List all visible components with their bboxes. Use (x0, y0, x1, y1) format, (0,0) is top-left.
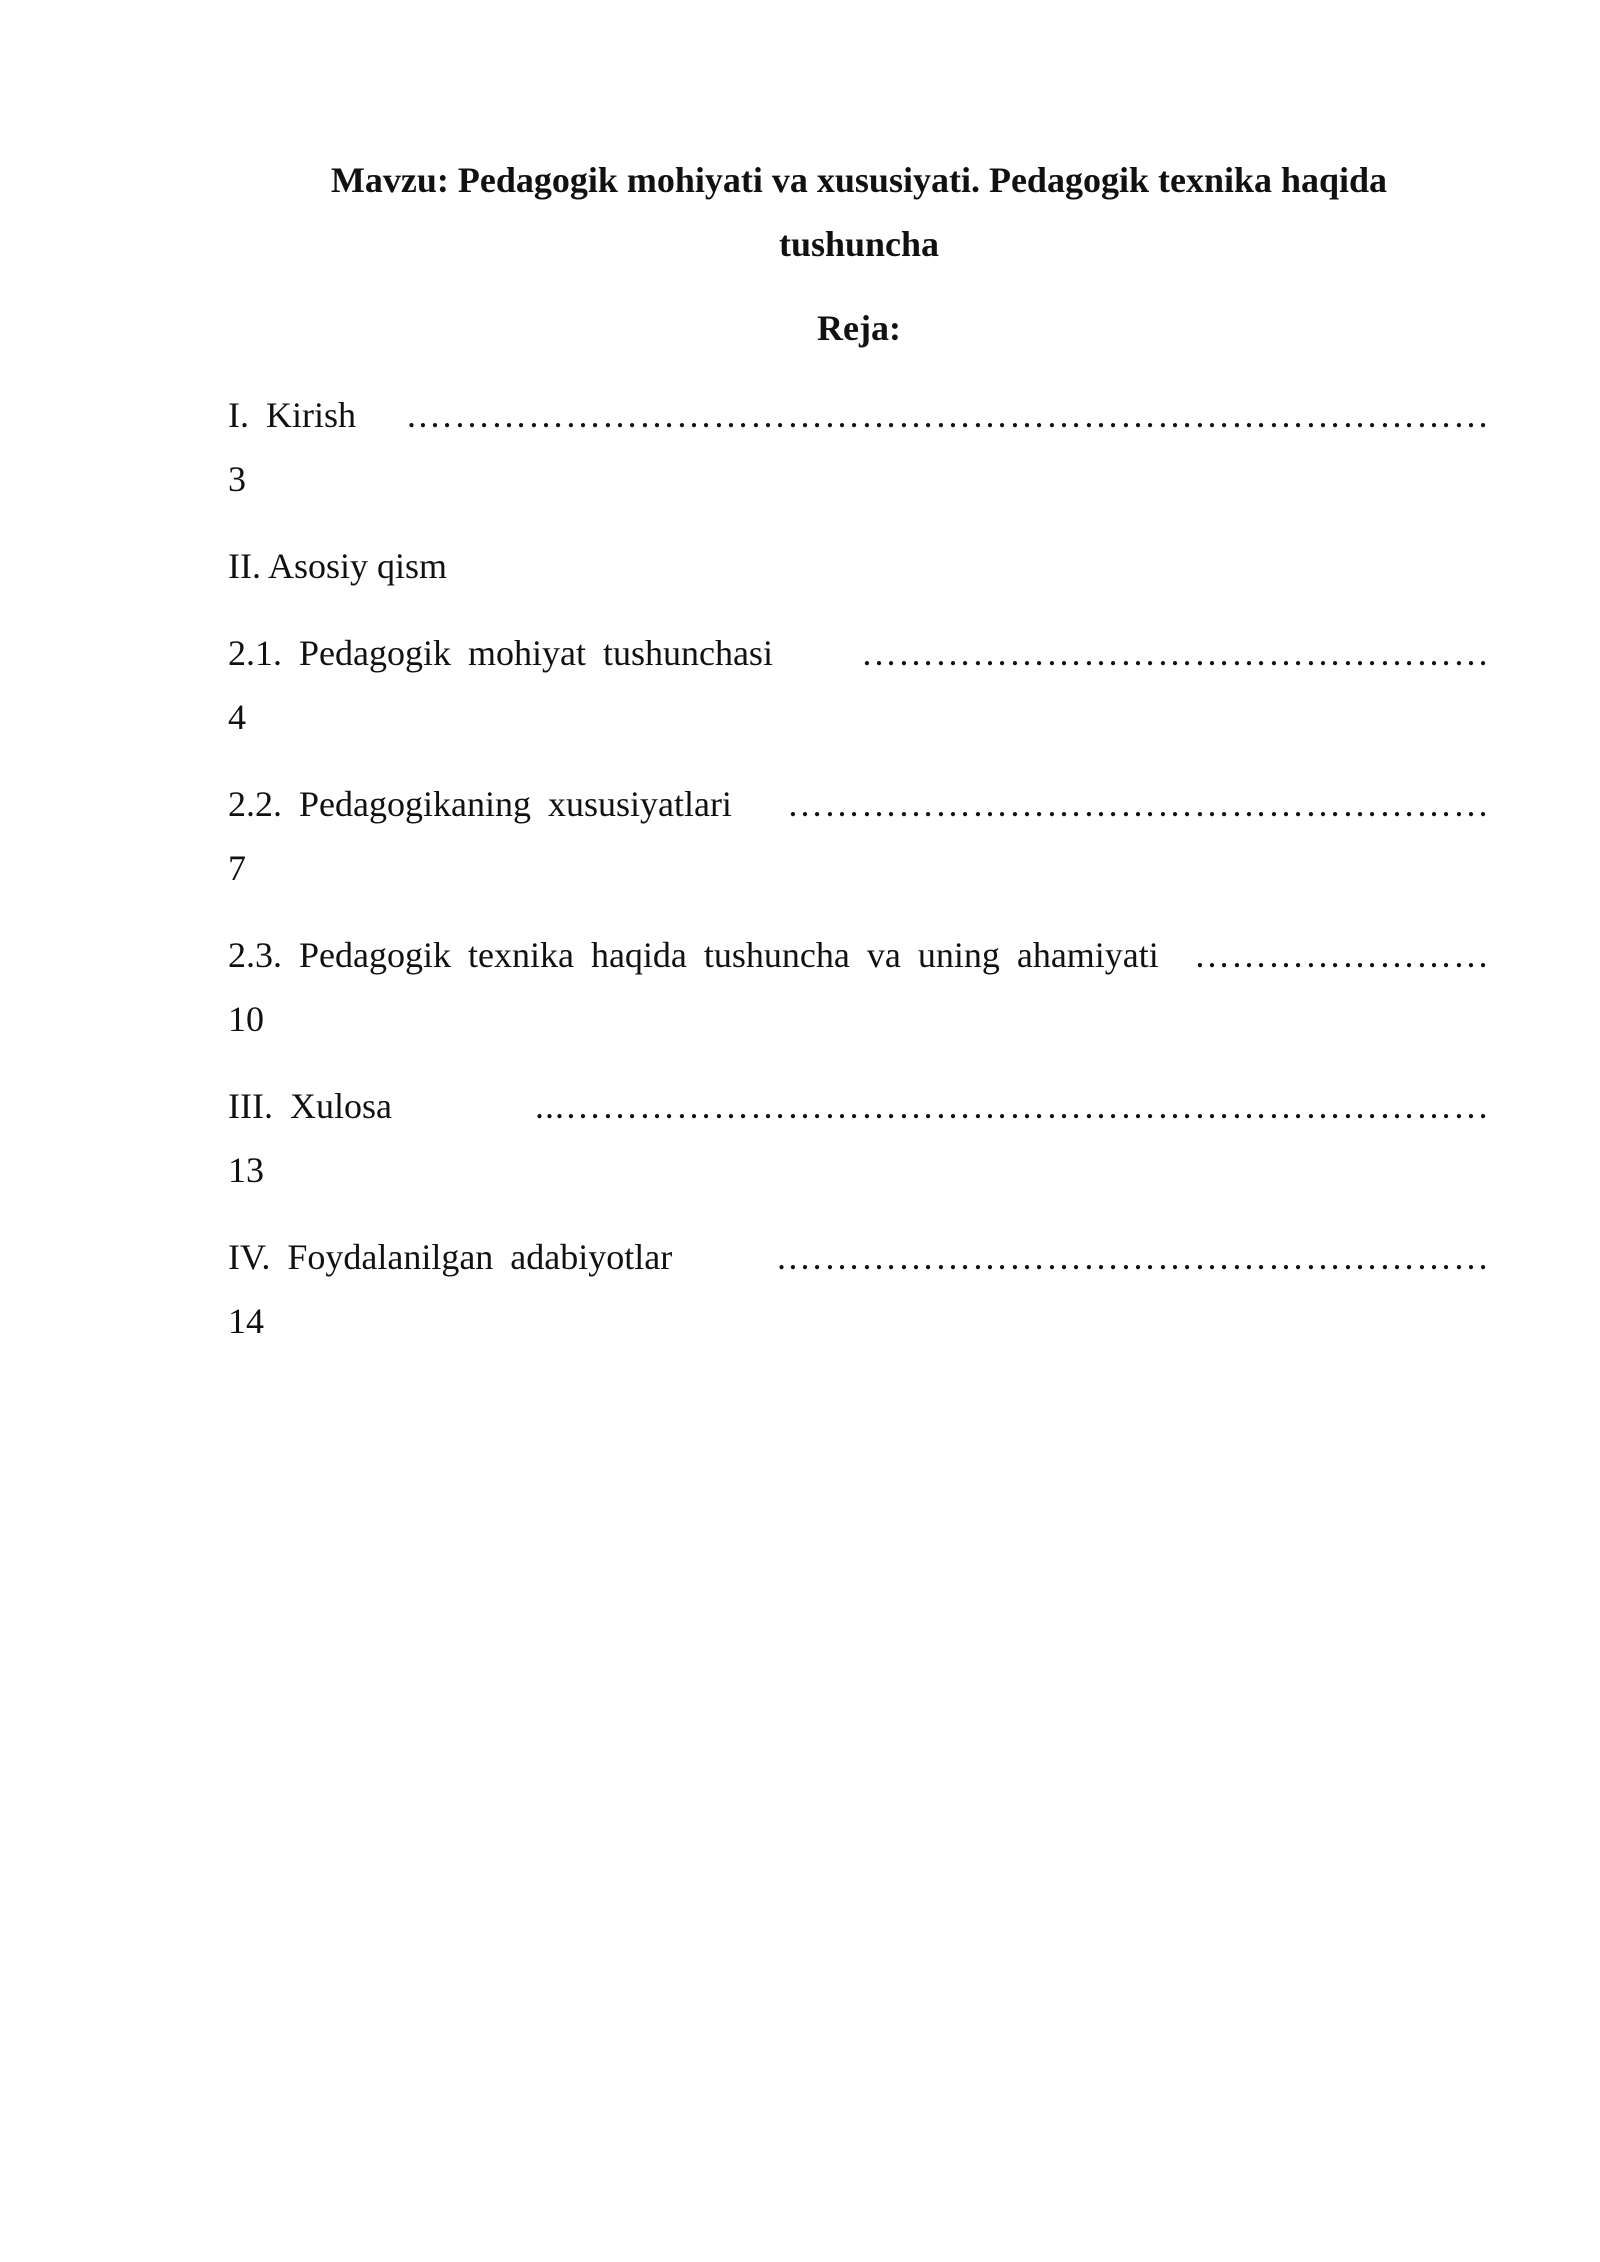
toc-entry-kirish (228, 383, 1490, 511)
toc-dot-leader: …………………………………………… (861, 633, 1490, 673)
toc-entry-2-3 (228, 923, 1490, 1051)
toc-dot-leader: …………………………………………………. (777, 1237, 1490, 1277)
toc-page-number: 14 (228, 1301, 264, 1341)
toc-section-asosiy-qism: II. Asosiy qism (228, 546, 448, 586)
title-line-2: tushuncha (778, 224, 940, 264)
toc-page-number: 3 (228, 459, 246, 499)
toc-page-number: 10 (228, 999, 264, 1039)
toc-page-number: 7 (228, 848, 246, 888)
toc-entry-label: 2.1. Pedagogik mohiyat tushunchasi (228, 633, 773, 673)
toc-entry-adabiyotlar (228, 1225, 1490, 1353)
toc-entry-label: I. Kirish (228, 395, 356, 435)
toc-entry-label: 2.2. Pedagogikaning xususiyatlari (228, 784, 732, 824)
title-line-1: Mavzu: Pedagogik mohiyati va xususiyati. Pedagogik texnika haqida (330, 160, 1388, 200)
toc-page-number: 4 (228, 697, 246, 737)
toc-dot-leader: ……………………………………………………………………………. (407, 395, 1490, 435)
toc-dot-leader: …………………………………………………………………... (535, 1086, 1490, 1126)
document-title (228, 148, 1490, 276)
toc-entry-2-2 (228, 772, 1490, 900)
toc-page-number: 13 (228, 1150, 264, 1190)
plan-heading: Reja: (817, 308, 901, 348)
toc-entry-label: IV. Foydalanilgan adabiyotlar (228, 1237, 673, 1277)
toc-dot-leader: …………………… (1194, 935, 1490, 975)
toc-dot-leader: ………………………………………………… (787, 784, 1490, 824)
toc-entry-label: 2.3. Pedagogik texnika haqida tushuncha va uning ahamiyati (228, 935, 1159, 975)
toc-entry-2-1 (228, 621, 1490, 749)
toc-entry-label: III. Xulosa (228, 1086, 392, 1126)
table-of-contents (228, 383, 1490, 1376)
toc-entry-xulosa (228, 1074, 1490, 1202)
